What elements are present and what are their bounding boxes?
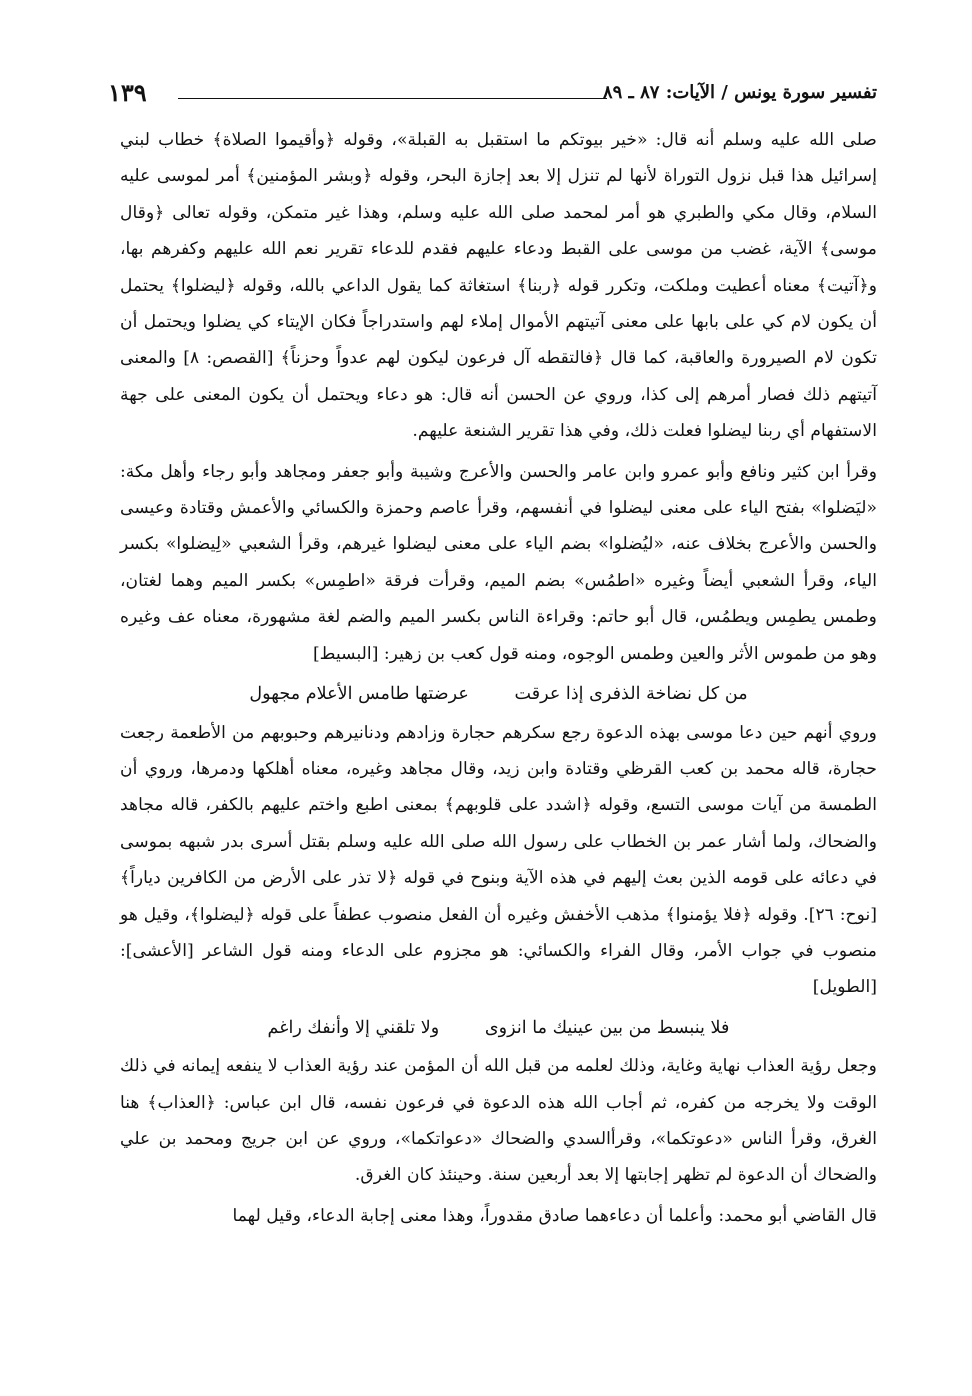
verse-first-hemistich: فلا ينبسط من بين عينيك ما انزوى xyxy=(484,1017,730,1038)
header-rule xyxy=(178,98,607,99)
running-title: تفسير سورة يونس / الآيات: ٨٧ ـ ٨٩ xyxy=(602,82,877,103)
paragraph: قال القاضي أبو محمد: وأعلما أن دعاءهما صادق مقدوراً، وهذا معنى إجابة الدعاء، وقيل لهما xyxy=(232,1205,877,1226)
poetry-verse xyxy=(120,676,877,712)
verse-second-hemistich: ولا تلقني إلا وأنفك راغم xyxy=(267,1017,440,1038)
verse-first-hemistich: من كل نضاخة الذفرى إذا عرقت xyxy=(514,684,748,705)
page-number: ١٣٩ xyxy=(108,78,147,107)
page-header xyxy=(108,80,877,110)
poetry-verse xyxy=(120,1010,877,1046)
page-body xyxy=(120,122,877,1238)
paragraph: وجعل رؤية العذاب نهاية وغاية، وذلك لعلمه من قبل الله أن المؤمن عند رؤية العذاب لا ينفعه إيمانه في ذلك الوقت ولا يخرجه من كفره، ثم أجاب الله هذه الدعوة في فرعون نفسه، قال ابن عباس: ﴿العذاب﴾ هنا الغرق، وقرأ الناس «دعوتكما»، وقرأالسدي والضحاك «دعواتكما»، وروي عن ابن جريج ومحمد بن علي والضحاك أن الدعوة لم تظهر إجابتها إلا بعد أربعين سنة. وحينئذ كان الغرق. xyxy=(120,1056,877,1186)
paragraph: صلى الله عليه وسلم أنه قال: «خير بيوتكم ما استقبل به القبلة»، وقوله ﴿وأقيموا الصلاة﴾ خطاب لبني إسرائيل هذا قبل نزول التوراة لأنها لم تنزل إلا بعد إجازة البحر، وقوله ﴿وبشر المؤمنين﴾ أمر لموسى عليه السلام، وقال مكي والطبري هو أمر لمحمد صلى الله عليه وسلم، وهذا غير متمكن، وقوله تعالى ﴿وقال موسى﴾ الآية، غضب من موسى على القبط ودعاء عليهم فقدم للدعاء تقرير نعم الله عليهم وكفرهم بها، و﴿آتيت﴾ معناه أعطيت وملكت، وتكرر قوله ﴿ربنا﴾ استغاثة كما يقول الداعي بالله، وقوله ﴿ليضلوا﴾ يحتمل أن يكون لام كي على بابها على معنى آتيتهم الأموال إملاء لهم واستدراجاً فكان الإيتاء كي يضلوا ويحتمل أن تكون لام الصيرورة والعاقبة، كما قال ﴿فالتقطه آل فرعون ليكون لهم عدواً وحزناً﴾ [القصص: ٨] والمعنى آتيتهم ذلك فصار أمرهم إلى كذا، وروي عن الحسن أنه قال: هو دعاء ويحتمل أن يكون المعنى على جهة الاستفهام أي ربنا ليضلوا فعلت ذلك، وفي هذا تقرير الشنعة عليهم. xyxy=(120,130,877,442)
paragraph: وروي أنهم حين دعا موسى بهذه الدعوة رجع سكرهم حجارة وزادهم ودنانيرهم وحبوبهم من الأطعمة رجعت حجارة، قاله محمد بن كعب القرظي وقتادة وابن زيد، وقال مجاهد وغيره، معناه أهلكها ودمرها، وروي أن الطمسة من آيات موسى التسع، وقوله ﴿اشدد على قلوبهم﴾ بمعنى اطبع واختم عليهم بالكفر، قاله مجاهد والضحاك، ولما أشار عمر بن الخطاب على رسول الله صلى الله عليه وسلم بقتل أسرى بدر شبهه بموسى في دعائه على قومه الذين بعث إليهم في هذه الآية وبنوح في قوله ﴿لا تذر على الأرض من الكافرين دياراً﴾ [نوح: ٢٦]. وقوله ﴿فلا يؤمنوا﴾ مذهب الأخفش وغيره أن الفعل منصوب عطفاً على قوله ﴿ليضلوا﴾، وقيل هو منصوب في جواب الأمر، وقال الفراء والكسائي: هو مجزوم على الدعاء ومنه قول الشاعر [الأعشى]: [الطويل] xyxy=(120,722,877,998)
verse-second-hemistich: عرضتها طامس الأعلام مجهول xyxy=(249,684,469,705)
paragraph: وقرأ ابن كثير ونافع وأبو عمرو وابن عامر والحسن والأعرج وشيبة وأبو جعفر ومجاهد وأبو رجاء وأهل مكة: «ليَضلوا» بفتح الياء على معنى ليضلوا في أنفسهم، وقرأ عاصم وحمزة والكسائي والأعمش وقتادة وعيسى والحسن والأعرج بخلاف عنه، «ليُضلوا» بضم الياء على معنى ليضلوا غيرهم، وقرأ الشعبي «لِيضلوا» بكسر الياء، وقرأ الشعبي أيضاً وغيره «اطمُس» بضم الميم، وقرأت فرقة «اطمِس» بكسر الميم وهما لغتان، وطمس يطمِس ويطمُس، قال أبو حاتم: وقراءة الناس بكسر الميم والضم لغة مشهورة، معناه عف وغيره وهو من طموس الأثر والعين وطمس الوجوه، ومنه قول كعب بن زهير: [البسيط] xyxy=(120,461,877,664)
